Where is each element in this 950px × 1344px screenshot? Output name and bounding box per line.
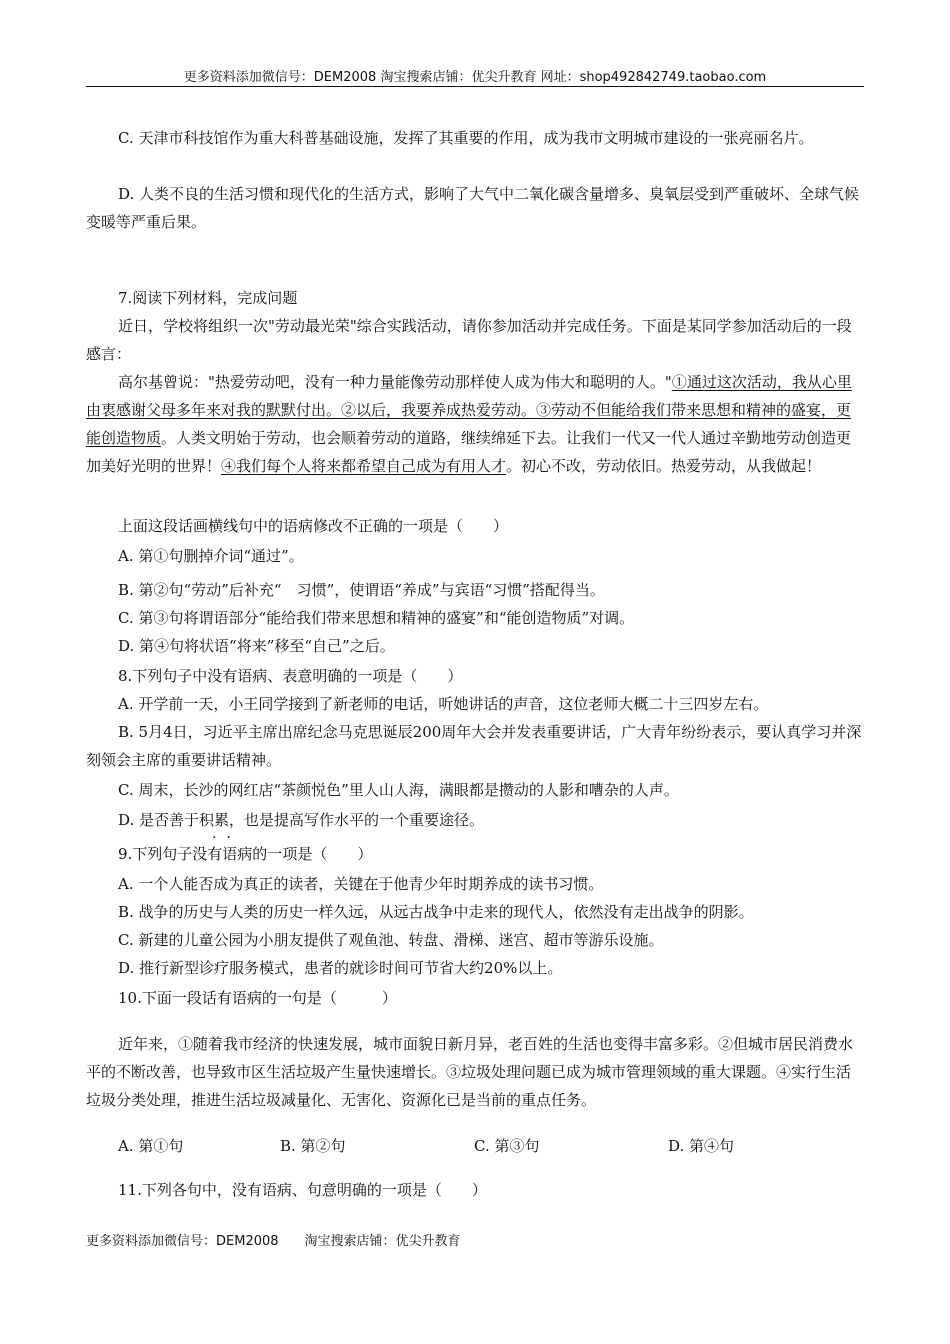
q7-title: 7.阅读下列材料，完成问题 bbox=[118, 289, 298, 307]
q10-passage: 近年来，①随着我市经济的快速发展，城市面貌日新月异，老百姓的生活也变得丰富多彩。②但城市居民消费水平的不断改善，也导致市区生活垃圾产生量快速增长。③垃圾处理问题已成为城市管理领域的重大课题。④实行生活垃圾分类处理，推进生活垃圾减量化、无害化、资源化已是当前的重点任务。 bbox=[86, 1035, 854, 1109]
q8-option-c: C. 周末，长沙的网红店“茶颜悦色”里人山人海，满眼都是攒动的人影和嘈杂的人声。 bbox=[118, 781, 679, 799]
prev-option-d: D. 人类不良的生活习惯和现代化的生活方式，影响了大气中二氧化碳含量增多、臭氧层受到严重破坏、全球气候变暖等严重后果。 bbox=[86, 185, 860, 231]
q7-option-a: A. 第①句删掉介词“通过”。 bbox=[118, 547, 304, 565]
page-header: 更多资料添加微信号：DEM2008 淘宝搜索店铺：优尖升教育 网址：shop492842749.taobao.com bbox=[183, 70, 767, 85]
q9-option-d: D. 推行新型诊疗服务模式，患者的就诊时间可节省大约20%以上。 bbox=[118, 959, 563, 977]
q9-option-a: A. 一个人能否成为真正的读者，关键在于他青少年时期养成的读书习惯。 bbox=[118, 875, 604, 893]
page-footer: 更多资料添加微信号：DEM2008 淘宝搜索店铺：优尖升教育 bbox=[86, 1234, 461, 1249]
q9-title: 9.下列句子没有语病的一项是（ ） bbox=[118, 845, 373, 863]
q7-passage-end: 。初心不改，劳动依旧。热爱劳动，从我做起！ bbox=[506, 457, 822, 475]
q7-option-b: B. 第②句“劳动”后补充“ 习惯”，使谓语“养成”与宾语“习惯”搭配得当。 bbox=[118, 581, 605, 599]
q8-option-b: B. 5月4日，习近平主席出席纪念马克思诞辰200周年大会并发表重要讲话，广大青年纷纷表示，要认真学习并深刻领会主席的重要讲话精神。 bbox=[86, 723, 862, 769]
q11-title: 11.下列各句中，没有语病、句意明确的一项是（ ） bbox=[118, 1181, 487, 1199]
q7-sentence-2: ②以后，我要养成热爱劳动。 bbox=[341, 401, 537, 419]
q7-passage-mid: 。人类文明始于劳动，也会顺着劳动的道路，继续绵延下去。让我们一代又一代人通过辛勤地劳动创造更加美好光明的世界！ bbox=[86, 429, 852, 475]
q8-option-d: D. 是否善于积累，也是提高写作水平的一个重要途径。 bbox=[118, 811, 485, 829]
q8-title: 8.下列句子中没有语病、表意明确的一项是（ ） bbox=[118, 667, 463, 685]
q10-option-d: D. 第④句 bbox=[668, 1137, 735, 1155]
q7-passage-start: 高尔基曾说："热爱劳动吧，没有一种力量能像劳动那样使人成为伟大和聪明的人。" bbox=[118, 373, 672, 391]
q7-sentence-4: ④我们每个人将来都希望自己成为有用人才 bbox=[221, 457, 507, 475]
q9-option-c: C. 新建的儿童公园为小朋友提供了观鱼池、转盘、滑梯、迷宫、超市等游乐设施。 bbox=[118, 931, 664, 949]
q7-option-c: C. 第③句将谓语部分“能给我们带来思想和精神的盛宴”和“能创造物质”对调。 bbox=[118, 609, 635, 627]
prev-option-c: C. 天津市科技馆作为重大科普基础设施，发挥了其重要的作用，成为我市文明城市建设的一张亮丽名片。 bbox=[118, 129, 814, 147]
q7-option-d: D. 第④句将状语“将来”移至“自己”之后。 bbox=[118, 637, 395, 655]
q7-passage bbox=[86, 368, 864, 480]
q7-sentence-3: ③劳动不但能给我们带来思想和精神的盛宴，更能创造物质 bbox=[86, 401, 852, 447]
q7-question: 上面这段话画横线句中的语病修改不正确的一项是（ ） bbox=[118, 517, 509, 535]
emphasis-dots: ·· bbox=[212, 830, 241, 846]
q10-option-c: C. 第③句 bbox=[474, 1137, 540, 1155]
q8-option-a: A. 开学前一天，小王同学接到了新老师的电话，听她讲话的声音，这位老师大概二十三四岁左右。 bbox=[118, 695, 769, 713]
q10-option-b: B. 第②句 bbox=[280, 1137, 346, 1155]
header-rule bbox=[86, 86, 864, 87]
q10-option-a: A. 第①句 bbox=[118, 1137, 184, 1155]
q7-sentence-1: ①通过这次活动，我从心里由衷感谢父母多年来对我的默默付出。 bbox=[86, 373, 852, 419]
q9-option-b: B. 战争的历史与人类的历史一样久远，从远古战争中走来的现代人，依然没有走出战争的阴影。 bbox=[118, 903, 754, 921]
q10-title: 10.下面一段话有语病的一句是（ ） bbox=[118, 989, 397, 1007]
q7-intro: 近日，学校将组织一次"劳动最光荣"综合实践活动，请你参加活动并完成任务。下面是某同学参加活动后的一段感言： bbox=[86, 317, 852, 363]
